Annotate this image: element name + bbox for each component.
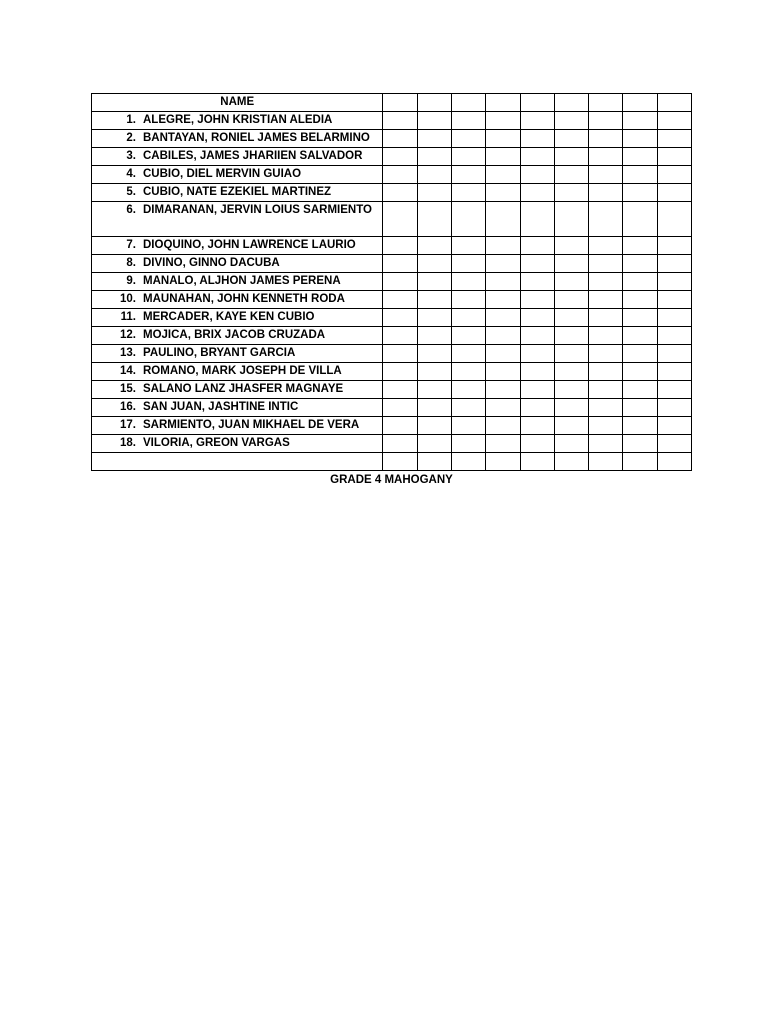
- table-row: [92, 184, 692, 202]
- name-column-header: NAME: [92, 94, 383, 112]
- row-mark-cell: [417, 166, 451, 184]
- row-mark-cell: [383, 291, 417, 309]
- empty-row-mark-cell: [657, 453, 691, 471]
- student-entry: [92, 309, 382, 326]
- student-name: ROMANO, MARK JOSEPH DE VILLA: [143, 365, 342, 377]
- student-entry: [92, 255, 382, 272]
- empty-row-mark-cell: [451, 453, 485, 471]
- row-mark-cell: [623, 112, 657, 130]
- row-mark-cell: [417, 399, 451, 417]
- row-mark-cell: [383, 309, 417, 327]
- table-row: [92, 399, 692, 417]
- row-mark-cell: [589, 345, 623, 363]
- row-mark-cell: [623, 166, 657, 184]
- student-entry: [92, 148, 382, 165]
- row-mark-cell: [451, 166, 485, 184]
- student-name-cell: [92, 273, 383, 291]
- student-entry: [92, 435, 382, 452]
- row-mark-cell: [383, 417, 417, 435]
- row-mark-cell: [520, 202, 554, 237]
- row-mark-cell: [486, 273, 520, 291]
- row-mark-cell: [451, 435, 485, 453]
- row-mark-cell: [657, 399, 691, 417]
- empty-row-mark-cell: [486, 453, 520, 471]
- header-mark-cell: [623, 94, 657, 112]
- student-name-cell: [92, 255, 383, 273]
- row-mark-cell: [451, 363, 485, 381]
- row-mark-cell: [486, 112, 520, 130]
- row-mark-cell: [417, 237, 451, 255]
- row-mark-cell: [554, 381, 588, 399]
- table-row: [92, 381, 692, 399]
- row-mark-cell: [486, 309, 520, 327]
- row-mark-cell: [451, 255, 485, 273]
- student-name: CUBIO, NATE EZEKIEL MARTINEZ: [143, 186, 332, 198]
- row-mark-cell: [657, 130, 691, 148]
- row-mark-cell: [486, 399, 520, 417]
- student-name: ALEGRE, JOHN KRISTIAN ALEDIA: [143, 114, 333, 126]
- row-mark-cell: [657, 435, 691, 453]
- row-mark-cell: [589, 381, 623, 399]
- row-mark-cell: [589, 417, 623, 435]
- row-mark-cell: [554, 112, 588, 130]
- header-mark-cell: [451, 94, 485, 112]
- student-name: SARMIENTO, JUAN MIKHAEL DE VERA: [143, 419, 360, 431]
- row-mark-cell: [554, 273, 588, 291]
- row-mark-cell: [554, 130, 588, 148]
- row-number: 9.: [126, 275, 136, 287]
- row-mark-cell: [657, 363, 691, 381]
- row-mark-cell: [383, 273, 417, 291]
- row-mark-cell: [451, 327, 485, 345]
- row-mark-cell: [589, 435, 623, 453]
- row-mark-cell: [554, 417, 588, 435]
- header-mark-cell: [486, 94, 520, 112]
- row-mark-cell: [554, 309, 588, 327]
- empty-row-mark-cell: [383, 453, 417, 471]
- row-number: 17.: [120, 419, 136, 431]
- row-mark-cell: [520, 435, 554, 453]
- empty-row-mark-cell: [520, 453, 554, 471]
- table-row: [92, 148, 692, 166]
- row-mark-cell: [589, 255, 623, 273]
- row-mark-cell: [486, 237, 520, 255]
- table-row: [92, 237, 692, 255]
- row-mark-cell: [589, 327, 623, 345]
- row-mark-cell: [520, 112, 554, 130]
- row-mark-cell: [486, 381, 520, 399]
- student-entry: [92, 381, 382, 398]
- row-number: 3.: [126, 150, 136, 162]
- row-mark-cell: [520, 237, 554, 255]
- table-row: [92, 273, 692, 291]
- row-mark-cell: [657, 202, 691, 237]
- table-row: [92, 363, 692, 381]
- student-name-cell: [92, 309, 383, 327]
- row-mark-cell: [657, 255, 691, 273]
- class-section-caption: GRADE 4 MAHOGANY: [330, 474, 453, 486]
- row-mark-cell: [486, 255, 520, 273]
- row-mark-cell: [520, 327, 554, 345]
- student-name: SALANO LANZ JHASFER MAGNAYE: [143, 383, 344, 395]
- student-name-cell: [92, 112, 383, 130]
- row-mark-cell: [486, 166, 520, 184]
- row-mark-cell: [486, 202, 520, 237]
- row-number: 18.: [120, 437, 136, 449]
- header-row: [92, 94, 692, 112]
- row-mark-cell: [657, 273, 691, 291]
- student-entry: [92, 345, 382, 362]
- student-name: CABILES, JAMES JHARIIEN SALVADOR: [143, 150, 363, 162]
- row-mark-cell: [417, 309, 451, 327]
- student-name: MANALO, ALJHON JAMES PERENA: [143, 275, 341, 287]
- student-name-cell: [92, 399, 383, 417]
- row-mark-cell: [589, 130, 623, 148]
- row-mark-cell: [383, 237, 417, 255]
- row-mark-cell: [486, 327, 520, 345]
- empty-row-mark-cell: [417, 453, 451, 471]
- row-mark-cell: [486, 130, 520, 148]
- row-mark-cell: [520, 148, 554, 166]
- row-mark-cell: [657, 184, 691, 202]
- row-mark-cell: [383, 255, 417, 273]
- row-mark-cell: [417, 327, 451, 345]
- table-row: [92, 435, 692, 453]
- row-number: 4.: [126, 168, 136, 180]
- student-name: DIMARANAN, JERVIN LOIUS SARMIENTO: [143, 204, 372, 216]
- row-mark-cell: [623, 435, 657, 453]
- row-number: 14.: [120, 365, 136, 377]
- row-mark-cell: [417, 130, 451, 148]
- row-mark-cell: [589, 166, 623, 184]
- row-number: 1.: [126, 114, 136, 126]
- header-mark-cell: [417, 94, 451, 112]
- row-mark-cell: [383, 399, 417, 417]
- row-mark-cell: [417, 148, 451, 166]
- row-number: 11.: [120, 311, 136, 323]
- row-mark-cell: [554, 399, 588, 417]
- student-name-cell: [92, 237, 383, 255]
- row-mark-cell: [554, 255, 588, 273]
- student-name-cell: [92, 327, 383, 345]
- student-name: MERCADER, KAYE KEN CUBIO: [143, 311, 315, 323]
- student-name: MAUNAHAN, JOHN KENNETH RODA: [143, 293, 345, 305]
- row-mark-cell: [623, 363, 657, 381]
- row-mark-cell: [554, 345, 588, 363]
- row-mark-cell: [451, 345, 485, 363]
- row-number: 2.: [126, 132, 136, 144]
- student-name: VILORIA, GREON VARGAS: [143, 437, 290, 449]
- row-number: 8.: [126, 257, 136, 269]
- row-mark-cell: [554, 435, 588, 453]
- row-mark-cell: [623, 184, 657, 202]
- row-mark-cell: [657, 381, 691, 399]
- row-mark-cell: [589, 202, 623, 237]
- row-number: 7.: [126, 239, 136, 251]
- student-name-cell: [92, 291, 383, 309]
- row-mark-cell: [417, 435, 451, 453]
- row-mark-cell: [383, 166, 417, 184]
- row-mark-cell: [554, 363, 588, 381]
- table-row: [92, 255, 692, 273]
- row-mark-cell: [451, 291, 485, 309]
- row-mark-cell: [623, 309, 657, 327]
- row-mark-cell: [623, 327, 657, 345]
- row-mark-cell: [417, 112, 451, 130]
- row-mark-cell: [417, 202, 451, 237]
- table-row: [92, 291, 692, 309]
- row-mark-cell: [520, 363, 554, 381]
- row-mark-cell: [623, 273, 657, 291]
- student-name-cell: [92, 130, 383, 148]
- student-name: BANTAYAN, RONIEL JAMES BELARMINO: [143, 132, 370, 144]
- class-roster-table: [91, 93, 692, 471]
- roster-body: [92, 94, 692, 471]
- row-mark-cell: [589, 112, 623, 130]
- row-mark-cell: [451, 148, 485, 166]
- student-name-cell: [92, 166, 383, 184]
- header-mark-cell: [383, 94, 417, 112]
- row-mark-cell: [451, 273, 485, 291]
- row-number: 5.: [126, 186, 136, 198]
- row-number: 12.: [120, 329, 136, 341]
- row-mark-cell: [451, 399, 485, 417]
- row-mark-cell: [589, 399, 623, 417]
- row-mark-cell: [623, 345, 657, 363]
- row-mark-cell: [589, 363, 623, 381]
- row-mark-cell: [520, 309, 554, 327]
- row-mark-cell: [657, 309, 691, 327]
- row-mark-cell: [451, 202, 485, 237]
- row-mark-cell: [554, 166, 588, 184]
- row-mark-cell: [383, 435, 417, 453]
- row-number: 16.: [120, 401, 136, 413]
- student-name-cell: [92, 184, 383, 202]
- row-mark-cell: [451, 184, 485, 202]
- row-number: 6.: [126, 204, 136, 216]
- row-mark-cell: [589, 309, 623, 327]
- row-mark-cell: [520, 255, 554, 273]
- row-mark-cell: [520, 417, 554, 435]
- header-mark-cell: [589, 94, 623, 112]
- row-mark-cell: [451, 237, 485, 255]
- student-entry: [92, 130, 382, 147]
- row-mark-cell: [383, 381, 417, 399]
- table-row: [92, 309, 692, 327]
- student-name: DIVINO, GINNO DACUBA: [143, 257, 280, 269]
- row-mark-cell: [623, 148, 657, 166]
- row-mark-cell: [383, 148, 417, 166]
- row-mark-cell: [417, 345, 451, 363]
- row-mark-cell: [417, 255, 451, 273]
- empty-row-mark-cell: [554, 453, 588, 471]
- row-mark-cell: [520, 130, 554, 148]
- row-mark-cell: [383, 130, 417, 148]
- row-mark-cell: [589, 148, 623, 166]
- row-mark-cell: [520, 381, 554, 399]
- row-mark-cell: [657, 148, 691, 166]
- row-mark-cell: [623, 237, 657, 255]
- student-name: DIOQUINO, JOHN LAWRENCE LAURIO: [143, 239, 356, 251]
- student-entry: [92, 184, 382, 201]
- row-mark-cell: [589, 237, 623, 255]
- row-mark-cell: [486, 345, 520, 363]
- student-entry: [92, 202, 382, 219]
- row-mark-cell: [417, 291, 451, 309]
- student-entry: [92, 399, 382, 416]
- row-number: 15.: [120, 383, 136, 395]
- row-mark-cell: [486, 417, 520, 435]
- row-mark-cell: [589, 273, 623, 291]
- row-mark-cell: [623, 399, 657, 417]
- empty-row-mark-cell: [623, 453, 657, 471]
- row-mark-cell: [451, 112, 485, 130]
- student-name-cell: [92, 417, 383, 435]
- row-mark-cell: [623, 381, 657, 399]
- row-mark-cell: [657, 417, 691, 435]
- student-entry: [92, 166, 382, 183]
- student-name-cell: [92, 435, 383, 453]
- row-mark-cell: [657, 291, 691, 309]
- row-number: 13.: [120, 347, 136, 359]
- row-mark-cell: [657, 237, 691, 255]
- row-mark-cell: [383, 112, 417, 130]
- table-row: [92, 112, 692, 130]
- row-mark-cell: [520, 184, 554, 202]
- student-name-cell: [92, 381, 383, 399]
- row-mark-cell: [520, 273, 554, 291]
- row-mark-cell: [383, 202, 417, 237]
- row-mark-cell: [383, 327, 417, 345]
- row-mark-cell: [383, 345, 417, 363]
- row-mark-cell: [417, 184, 451, 202]
- empty-row-mark-cell: [589, 453, 623, 471]
- row-mark-cell: [451, 381, 485, 399]
- row-mark-cell: [657, 112, 691, 130]
- row-mark-cell: [486, 184, 520, 202]
- row-mark-cell: [520, 291, 554, 309]
- student-entry: [92, 363, 382, 380]
- student-name: CUBIO, DIEL MERVIN GUIAO: [143, 168, 302, 180]
- student-entry: [92, 291, 382, 308]
- row-mark-cell: [554, 202, 588, 237]
- header-mark-cell: [657, 94, 691, 112]
- student-entry: [92, 112, 382, 129]
- row-mark-cell: [417, 381, 451, 399]
- row-mark-cell: [451, 130, 485, 148]
- row-mark-cell: [657, 327, 691, 345]
- table-row: [92, 327, 692, 345]
- row-mark-cell: [383, 363, 417, 381]
- student-entry: [92, 417, 382, 434]
- empty-name-cell: [92, 453, 383, 471]
- row-mark-cell: [486, 291, 520, 309]
- header-mark-cell: [520, 94, 554, 112]
- row-mark-cell: [623, 417, 657, 435]
- empty-table-row: [92, 453, 692, 471]
- row-mark-cell: [623, 255, 657, 273]
- row-number: 10.: [120, 293, 136, 305]
- row-mark-cell: [417, 273, 451, 291]
- row-mark-cell: [417, 363, 451, 381]
- student-name: MOJICA, BRIX JACOB CRUZADA: [143, 329, 326, 341]
- student-name-cell: [92, 345, 383, 363]
- student-entry: [92, 237, 382, 254]
- student-name-cell: [92, 363, 383, 381]
- student-name-cell: [92, 148, 383, 166]
- table-row: [92, 417, 692, 435]
- row-mark-cell: [520, 345, 554, 363]
- row-mark-cell: [657, 166, 691, 184]
- row-mark-cell: [451, 417, 485, 435]
- table-row: [92, 202, 692, 237]
- row-mark-cell: [623, 291, 657, 309]
- student-entry: [92, 273, 382, 290]
- row-mark-cell: [623, 202, 657, 237]
- row-mark-cell: [520, 399, 554, 417]
- student-entry: [92, 327, 382, 344]
- table-row: [92, 130, 692, 148]
- header-mark-cell: [554, 94, 588, 112]
- row-mark-cell: [383, 184, 417, 202]
- row-mark-cell: [520, 166, 554, 184]
- row-mark-cell: [417, 417, 451, 435]
- row-mark-cell: [554, 184, 588, 202]
- row-mark-cell: [589, 291, 623, 309]
- student-name-cell: [92, 202, 383, 237]
- row-mark-cell: [657, 345, 691, 363]
- student-name: SAN JUAN, JASHTINE INTIC: [143, 401, 299, 413]
- row-mark-cell: [486, 363, 520, 381]
- table-row: [92, 345, 692, 363]
- row-mark-cell: [554, 237, 588, 255]
- row-mark-cell: [554, 291, 588, 309]
- table-row: [92, 166, 692, 184]
- row-mark-cell: [451, 309, 485, 327]
- row-mark-cell: [554, 327, 588, 345]
- row-mark-cell: [486, 148, 520, 166]
- row-mark-cell: [623, 130, 657, 148]
- row-mark-cell: [589, 184, 623, 202]
- row-mark-cell: [486, 435, 520, 453]
- student-name: PAULINO, BRYANT GARCIA: [143, 347, 296, 359]
- row-mark-cell: [554, 148, 588, 166]
